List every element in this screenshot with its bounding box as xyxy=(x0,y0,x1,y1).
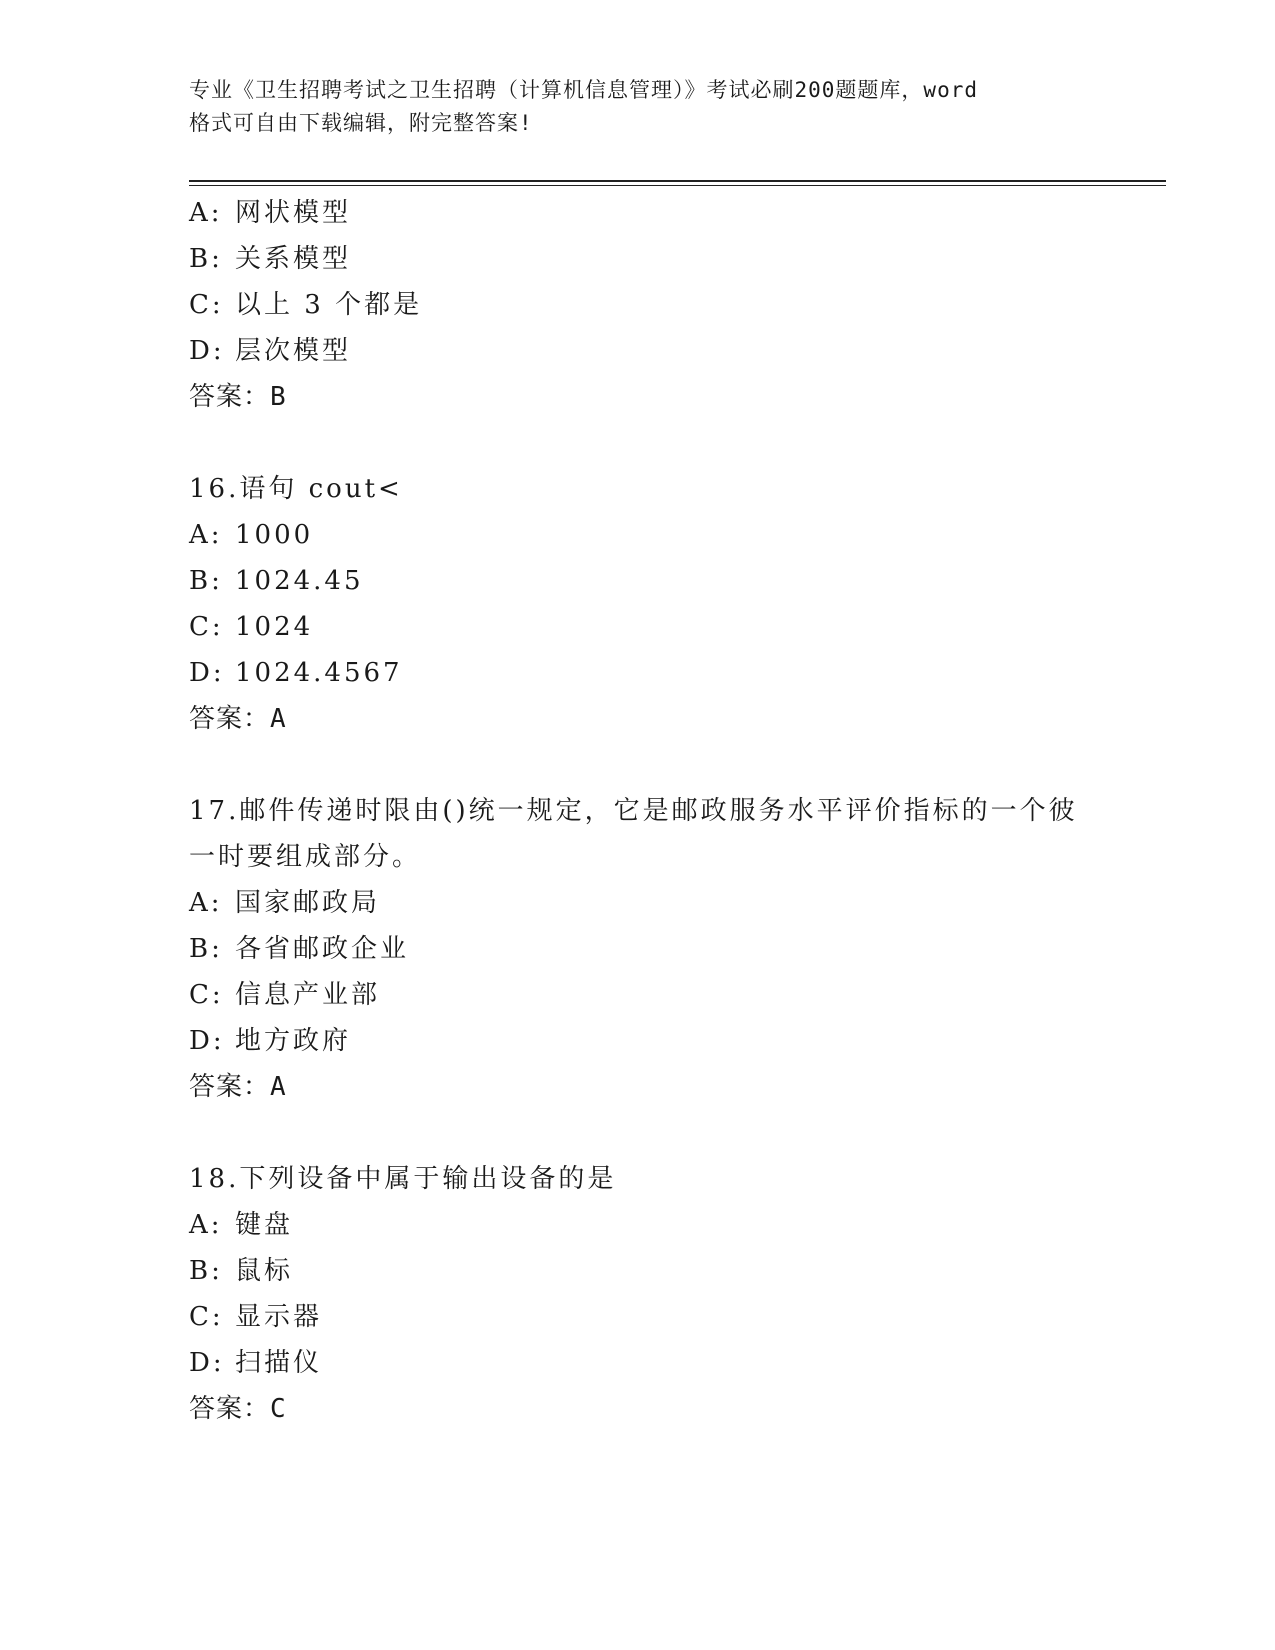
option-d: D: 1024.4567 xyxy=(189,658,403,688)
option-b: B: 各省邮政企业 xyxy=(189,934,410,964)
option-c: C: 1024 xyxy=(189,612,314,642)
answer-line: 答案：B xyxy=(189,382,287,412)
option-a: A: 国家邮政局 xyxy=(189,888,381,918)
question-stem-line-1: 17.邮件传递时限由()统一规定，它是邮政服务水平评价指标的一个彼 xyxy=(189,796,1078,826)
question-16 xyxy=(189,466,1089,742)
option-b: B: 关系模型 xyxy=(189,244,352,274)
option-d: D: 层次模型 xyxy=(189,336,352,366)
question-18 xyxy=(189,1156,1089,1432)
question-15 xyxy=(189,190,1089,420)
option-c: C: 以上 3 个都是 xyxy=(189,290,423,320)
question-17 xyxy=(189,788,1089,1110)
option-b: B: 1024.45 xyxy=(189,566,364,596)
option-a: A: 键盘 xyxy=(189,1210,294,1240)
header-rule-thin xyxy=(189,185,1166,186)
option-c: C: 信息产业部 xyxy=(189,980,381,1010)
answer-line: 答案：A xyxy=(189,1072,287,1102)
option-c: C: 显示器 xyxy=(189,1302,323,1332)
header-line-1: 专业《卫生招聘考试之卫生招聘（计算机信息管理）》考试必刷200题题库，word xyxy=(189,78,978,102)
option-d: D: 扫描仪 xyxy=(189,1348,323,1378)
option-d: D: 地方政府 xyxy=(189,1026,352,1056)
option-a: A: 网状模型 xyxy=(189,198,352,228)
question-stem-line-2: 一时要组成部分。 xyxy=(189,842,422,872)
header-rule-thick xyxy=(189,180,1166,182)
header-line-2: 格式可自由下载编辑，附完整答案! xyxy=(189,111,533,135)
question-stem: 16.语句 cout< xyxy=(189,474,403,504)
document-header xyxy=(189,74,1089,140)
option-a: A: 1000 xyxy=(189,520,314,550)
answer-line: 答案：C xyxy=(189,1394,287,1424)
question-stem: 18.下列设备中属于输出设备的是 xyxy=(189,1164,617,1194)
answer-line: 答案：A xyxy=(189,704,287,734)
option-b: B: 鼠标 xyxy=(189,1256,294,1286)
question-list xyxy=(189,190,1089,1432)
